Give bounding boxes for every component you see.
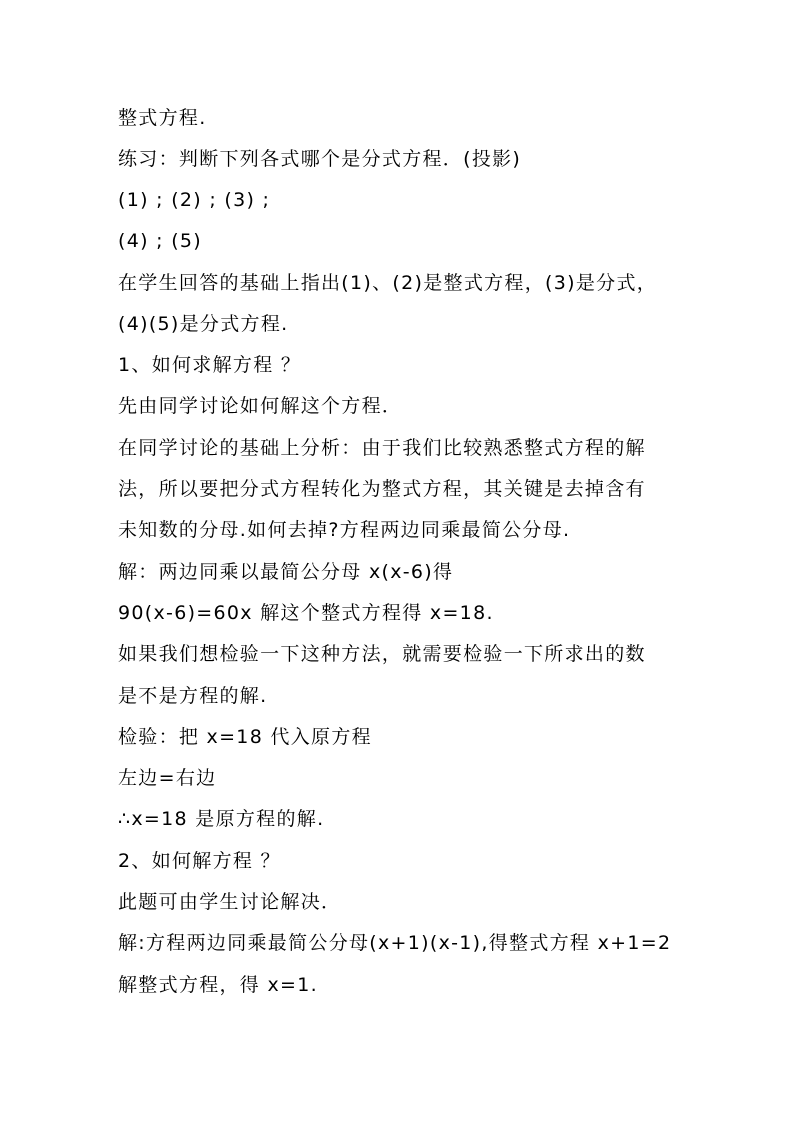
text-line-answer-part1: 在学生回答的基础上指出(1)、(2)是整式方程，(3)是分式， [118,272,658,294]
text-line-options-1-3: (1) ; (2) ; (3) ; [118,189,271,211]
text-line-check: 检验：把 x=18 代入原方程 [118,726,372,748]
text-line-question-1: 1、如何求解方程 ？ [118,354,302,376]
text-line-discussion: 先由同学讨论如何解这个方程． [118,395,403,417]
text-line-analysis-3: 未知数的分母.如何去掉?方程两边同乘最简公分母. [118,519,571,541]
text-line-intro-end: 整式方程. [118,107,207,129]
text-line-solution-3: 解:方程两边同乘最简公分母(x+1)(x-1),得整式方程 x+1=2 [118,932,672,954]
text-line-solution-1: 解：两边同乘以最简公分母 x(x-6)得 [118,561,454,583]
text-line-exercise: 练习：判断下列各式哪个是分式方程．(投影) [118,148,522,170]
text-line-solution-4: 解整式方程，得 x=1. [118,974,318,996]
text-line-answer-part2: (4)(5)是分式方程. [118,313,289,335]
text-line-check-intro-1: 如果我们想检验一下这种方法，就需要检验一下所求出的数 [118,643,646,665]
text-line-options-4-5: (4) ; (5) [118,230,203,252]
text-line-analysis-2: 法，所以要把分式方程转化为整式方程，其关键是去掉含有 [118,478,646,500]
text-line-question-2: 2、如何解方程 ？ [118,850,281,872]
text-line-conclusion: ∴x=18 是原方程的解. [118,808,325,830]
text-line-discussion-2: 此题可由学生讨论解决． [118,891,342,913]
text-line-solution-2: 90(x-6)=60x 解这个整式方程得 x=18. [118,602,494,624]
text-line-check-intro-2: 是不是方程的解. [118,685,268,707]
text-line-analysis-1: 在同学讨论的基础上分析：由于我们比较熟悉整式方程的解 [118,437,646,459]
text-line-left-right: 左边=右边 [118,767,217,789]
